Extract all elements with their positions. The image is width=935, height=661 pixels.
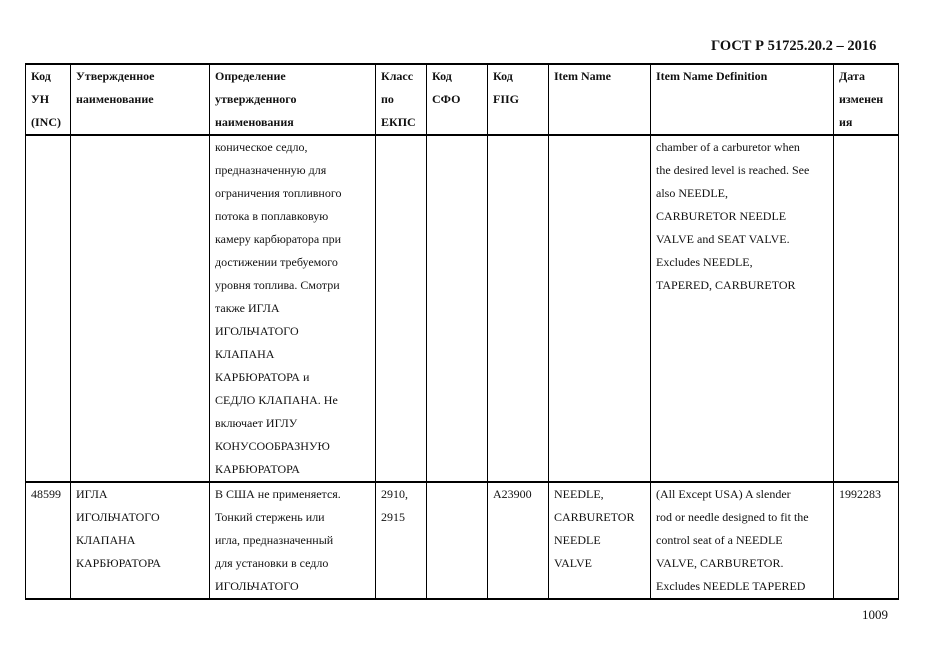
cell-definition: В США не применяется. Тонкий стержень или игла, предназначенный для установки в седло ИГОЛЬЧАТОГО [210,482,376,599]
table-header-row [26,64,899,135]
header-fiig-code: Код FIIG [488,64,549,135]
cell-item-name: NEEDLE, CARBURETOR NEEDLE VALVE [549,482,651,599]
cell-item-name [549,135,651,482]
cell-item-name-definition: chamber of a carburetor when the desired level is reached. See also NEEDLE, CARBURETOR NEEDLE VALVE and SEAT VALVE. Excludes NEEDLE, TAPERED, CARBURETOR [651,135,834,482]
table-row [26,482,899,599]
document-table [25,63,899,600]
cell-approved-name [71,135,210,482]
header-change-date: Дата изменен ия [834,64,899,135]
header-approved-name: Утвержденное наименование [71,64,210,135]
header-ekps-class: Класс по ЕКПС [376,64,427,135]
cell-inc-code [26,135,71,482]
header-item-name: Item Name [549,64,651,135]
cell-approved-name: ИГЛА ИГОЛЬЧАТОГО КЛАПАНА КАРБЮРАТОРА [71,482,210,599]
header-definition: Определение утвержденного наименования [210,64,376,135]
cell-ekps-class [376,135,427,482]
cell-change-date: 1992283 [834,482,899,599]
cell-ekps-class: 2910, 2915 [376,482,427,599]
cell-item-name-definition: (All Except USA) A slender rod or needle designed to fit the control seat of a NEEDLE VALVE, CARBURETOR. Excludes NEEDLE TAPERED [651,482,834,599]
cell-inc-code: 48599 [26,482,71,599]
cell-sfo-code [427,482,488,599]
table-row [26,135,899,482]
header-sfo-code: Код СФО [427,64,488,135]
header-inc-code: Код УН (INC) [26,64,71,135]
header-item-name-definition: Item Name Definition [651,64,834,135]
standard-code: ГОСТ Р 51725.20.2 – 2016 [711,38,877,54]
page-number: 1009 [862,607,888,622]
cell-definition: коническое седло, предназначенную для ограничения топливного потока в поплавковую камеру карбюратора при достижении требуемого уровня топлива. Смотри также ИГЛА ИГОЛЬЧАТОГО КЛАПАНА КАРБЮРАТОРА и СЕДЛО КЛАПАНА. Не включает ИГЛУ КОНУСООБРАЗНУЮ КАРБЮРАТОРА [210,135,376,482]
cell-change-date [834,135,899,482]
cell-fiig-code [488,135,549,482]
cell-fiig-code: A23900 [488,482,549,599]
cell-sfo-code [427,135,488,482]
